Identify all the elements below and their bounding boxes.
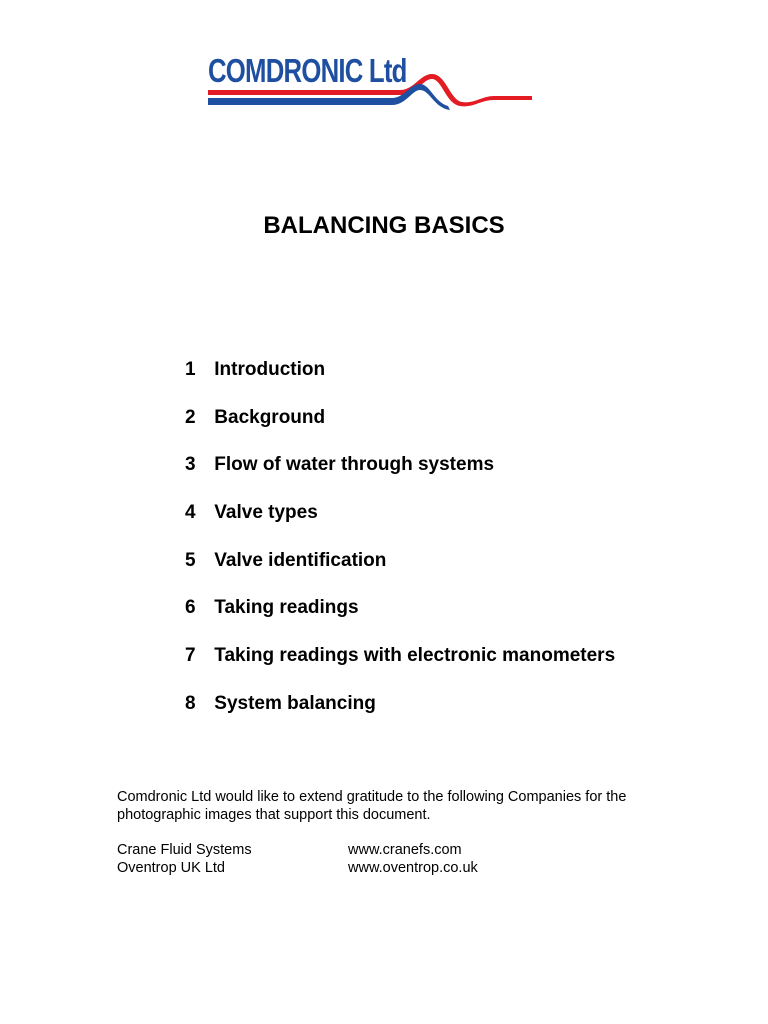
credit-url: www.oventrop.co.uk [348,860,478,876]
toc-label: Valve identification [214,549,387,571]
toc-item [185,501,615,549]
toc-number: 6 [185,597,196,619]
toc-number: 8 [185,692,196,714]
toc-label: Flow of water through systems [214,454,495,476]
toc-label: Background [214,406,326,428]
acknowledgement-text: Comdronic Ltd would like to extend gratitude to the following Companies for the photographic images that support this document. [117,789,627,823]
table-of-contents [185,358,615,740]
credit-company: Oventrop UK Ltd [117,860,225,876]
toc-number: 5 [185,549,196,571]
credits-list [117,841,478,877]
toc-item [185,596,615,644]
toc-item [185,549,615,597]
toc-label: Taking readings with electronic manometers [214,645,616,667]
toc-number: 4 [185,502,196,524]
toc-number: 7 [185,645,196,667]
logo-text: COMDRONIC Ltd [208,52,407,89]
credit-company: Crane Fluid Systems [117,842,252,858]
toc-item [185,692,615,740]
company-logo [204,50,534,118]
credit-row [117,859,478,877]
toc-label: Valve types [214,502,318,524]
toc-number: 3 [185,454,196,476]
toc-number: 1 [185,359,196,380]
toc-item [185,406,615,454]
toc-label: Introduction [214,359,326,380]
document-title: BALANCING BASICS [263,212,505,239]
toc-item [185,358,615,406]
toc-label: Taking readings [214,597,359,619]
toc-number: 2 [185,406,196,428]
credit-url: www.cranefs.com [348,842,462,858]
toc-item [185,453,615,501]
toc-label: System balancing [214,692,376,714]
toc-item [185,644,615,692]
credit-row [117,841,478,859]
